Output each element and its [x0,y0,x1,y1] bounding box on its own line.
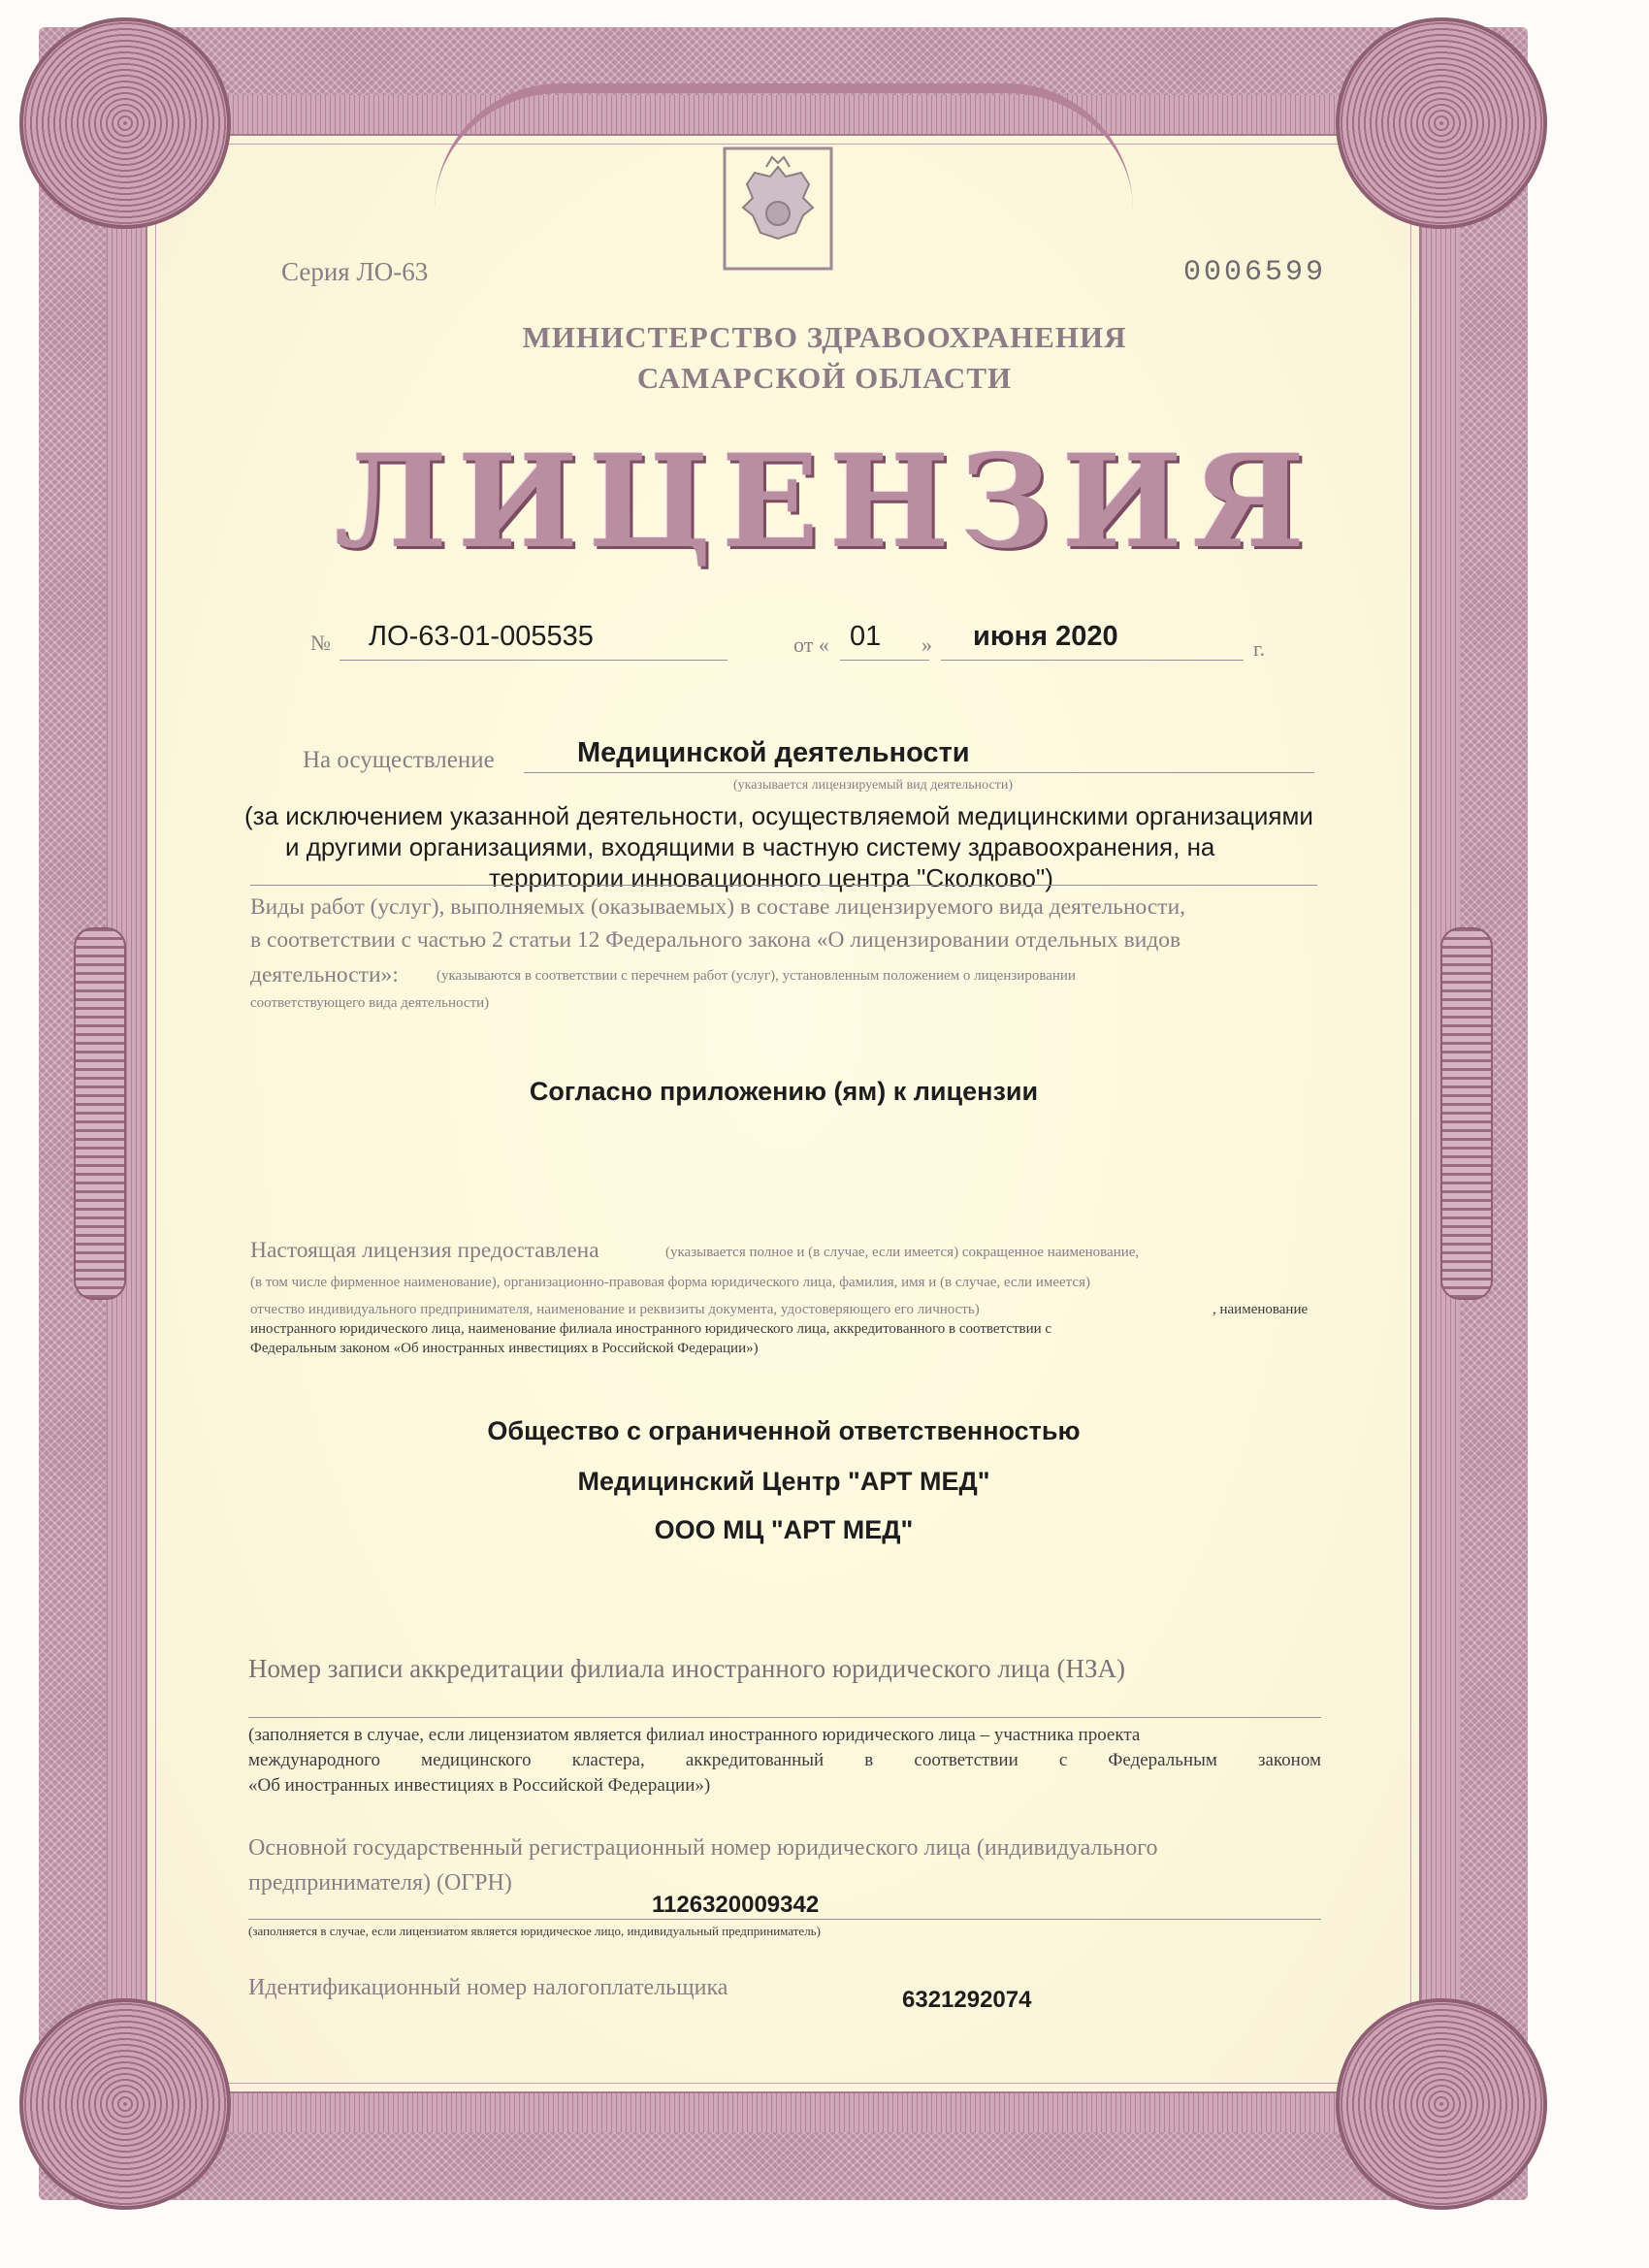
license-month-year: июня 2020 [973,621,1118,652]
series-label: Серия ЛО-63 [281,257,429,286]
month-underline [941,660,1244,661]
license-number-underline [340,660,728,661]
holder-hint-1: (указывается полное и (в случае, если имеется) сокращенное наименование, [665,1245,1140,1260]
holder-name-line-2: Медицинский Центр "АРТ МЕД" [577,1467,990,1496]
ogrn-value: 1126320009342 [652,1892,820,1918]
holder-hint-3: отчество индивидуального предпринимателя, наименование и реквизиты документа, удостоверяющего его личность) [250,1302,980,1317]
inn-value: 6321292074 [902,1987,1032,2013]
works-line-1: Виды работ (услуг), выполняемых (оказываемых) в составе лицензируемого вида деятельности, [250,894,1186,920]
license-number: ЛО-63-01-005535 [369,621,594,652]
works-hint-1: (указываются в соответствии с перечнем работ (услуг), установленным положением о лицензировании [436,968,1076,984]
ogrn-label-2: предпринимателя) (ОГРН) [248,1870,512,1895]
activity-label: На осуществление [303,747,495,773]
ministry-line-2: САМАРСКОЙ ОБЛАСТИ [636,361,1013,395]
number-sign: № [310,631,331,655]
activity-underline [524,772,1314,773]
nza-hint-3: «Об иностранных инвестициях в Российской Федерации») [248,1775,711,1796]
nza-label: Номер записи аккредитации филиала иностранного юридического лица (НЗА) [248,1654,1125,1683]
works-line-3: деятельности»: [250,962,399,988]
holder-hint-2: (в том числе фирменное наименование), организационно-правовая форма юридического лица, фамилия, имя и (в случае, если имеется) [250,1275,1090,1290]
ogrn-hint: (заполняется в случае, если лицензиатом является юридическое лицо, индивидуальный предприниматель) [248,1924,821,1938]
works-hint-2: соответствующего вида деятельности) [250,995,490,1011]
activity-exclusion-3: территории инновационного центра "Сколково") [489,863,1053,892]
exclusion-underline [250,885,1317,886]
ogrn-label-1: Основной государственный регистрационный номер юридического лица (индивидуального [248,1835,1158,1861]
holder-hint-5: Федеральным законом «Об иностранных инвестициях в Российской Федерации») [250,1341,759,1356]
nza-hint-1: (заполняется в случае, если лицензиатом является филиал иностранного юридического лица – участника проекта [248,1725,1141,1745]
ministry-line-1: МИНИСТЕРСТВО ЗДРАВООХРАНЕНИЯ [522,320,1127,354]
holder-hint-3-tail: , наименование [1212,1302,1309,1317]
nza-hint-2: международного медицинского кластера, аккредитованный в соответствии с Федеральным законом [248,1750,1321,1770]
day-underline [840,660,929,661]
activity-value: Медицинской деятельности [577,737,970,768]
works-value: Согласно приложению (ям) к лицензии [529,1077,1039,1106]
holder-hint-4: иностранного юридического лица, наименование филиала иностранного юридического лица, аккредитованного в соответствии с [250,1321,1052,1337]
holder-name-line-1: Общество с ограниченной ответственностью [487,1416,1081,1445]
document-title: ЛИЦЕНЗИЯ [334,427,1315,577]
license-day: 01 [850,621,882,652]
activity-exclusion-1: (за исключением указанной деятельности, осуществляемой медицинскими организациями [244,801,1313,830]
date-prefix: от « [793,632,829,657]
activity-exclusion-2: и другими организациями, входящими в частную систему здравоохранения, на [285,832,1215,861]
nza-underline [248,1717,1321,1718]
form-number: 0006599 [1183,256,1327,289]
works-line-2: в соответствии с частью 2 статьи 12 Федерального закона «О лицензировании отдельных видов [250,927,1181,953]
holder-label: Настоящая лицензия предоставлена [250,1238,599,1263]
year-suffix: г. [1253,636,1266,661]
holder-short-name: ООО МЦ "АРТ МЕД" [654,1515,914,1544]
day-close: » [922,632,932,657]
ogrn-underline [248,1919,1321,1920]
activity-hint: (указывается лицензируемый вид деятельности) [732,778,1014,793]
inn-label: Идентификационный номер налогоплательщика [248,1975,728,2000]
